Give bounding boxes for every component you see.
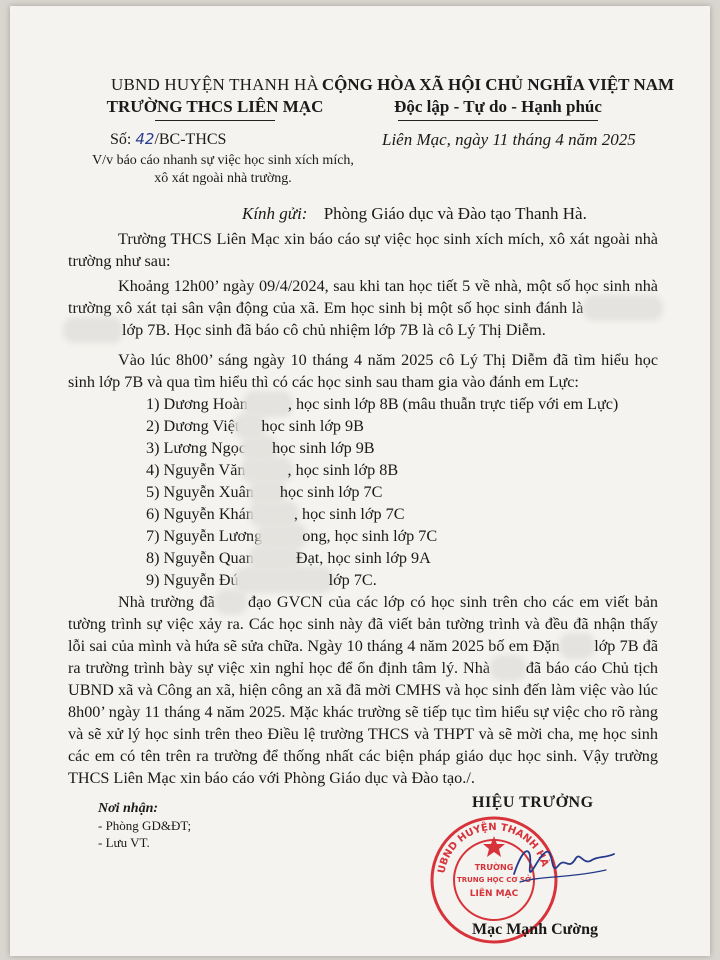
redacted-text <box>495 660 521 676</box>
incident-text-b: lớp 7B. Học sinh đã báo cô chủ nhiệm lớp 7B là cô Lý Thị Diễm. <box>122 321 546 339</box>
addressee-name: Phòng Giáo dục và Đào tạo Thanh Hà. <box>323 204 587 223</box>
stamp-center-bottom: LIÊN MẠC <box>469 889 519 899</box>
star-icon <box>483 836 505 857</box>
issuer-underline <box>155 120 275 121</box>
motto-underline <box>398 120 598 121</box>
redacted-name <box>254 506 294 522</box>
investigation-paragraph: Vào lúc 8h00’ sáng ngày 10 tháng 4 năm 2025 cô Lý Thị Diễm đã tìm hiểu học sinh lớp 7B và qua tìm hiểu thì có các học sinh sau tham gia vào đánh em Lực: <box>68 351 658 391</box>
incident-text-a: Khoảng 12h00’ ngày 09/4/2024, sau khi tan học tiết 5 về nhà, một số học sinh nhà trường xô xát tại sân vận động của xã. Em học sinh bị một số học sinh đánh là <box>68 277 658 317</box>
document-subject: V/v báo cáo nhanh sự việc học sinh xích mích, xô xát ngoài nhà trường. <box>92 153 354 186</box>
list-item: 1) Dương Hoàn , học sinh lớp 8B (mâu thuẫn trực tiếp với em Lực) <box>146 395 619 413</box>
document-number <box>110 130 226 149</box>
recipient-item: - Phòng GD&ĐT; <box>98 818 192 833</box>
addressee-line <box>242 204 587 224</box>
national-motto: Độc lập - Tự do - Hạnh phúc <box>394 97 602 116</box>
list-item: 3) Lương Ngọc học sinh lớp 9B <box>146 439 375 457</box>
redacted-name <box>262 528 302 544</box>
redacted-name <box>588 300 658 316</box>
national-header <box>318 74 678 121</box>
addressee-label: Kính gửi: <box>242 204 308 223</box>
redacted-name <box>68 322 118 338</box>
list-item: 4) Nguyễn Văn , học sinh lớp 8B <box>146 461 399 479</box>
list-item: 7) Nguyễn Lương ong, học sinh lớp 7C <box>146 527 438 545</box>
document-page <box>10 6 710 956</box>
actions-paragraph: Nhà trường đã đạo GVCN của các lớp có học sinh trên cho các em viết bản tường trình sự việc xảy ra. Các học sinh này đã viết bản tường trình và đều đã nhận thấy lỗi sai của mình và hứa sẽ sửa chữa. Ngày 10 tháng 4 năm 2025 bố em Đặn lớp 7B đã ra trường trình bày sự việc xin nghỉ học để ổn định tâm lý. Nhà đã báo cáo Chủ tịch UBND xã và Công an xã, hiện công an xã đã mời CMHS và học sinh đến làm việc vào lúc 8h00’ ngày 11 tháng 4 năm 2025. Mặc khác trường sẽ tiếp tục tìm hiểu sự việc cho rõ ràng và sẽ xử lý học sinh trên theo Điều lệ trường THCS và THPT và sẽ mời cha, mẹ học sinh các em có tên trên ra trường để thống nhất các biện pháp giáo dục học sinh. Vậy trường THCS Liên Mạc xin báo cáo với Phòng Giáo dục và Đào tạo./. <box>68 593 659 787</box>
country-name: CỘNG HÒA XÃ HỘI CHỦ NGHĨA VIỆT NAM <box>321 75 675 94</box>
doc-number-handwritten: 42 <box>135 130 155 148</box>
list-item: 5) Nguyễn Xuân học sinh lớp 7C <box>146 483 383 501</box>
signer-title: HIỆU TRƯỞNG <box>472 794 594 811</box>
redacted-name <box>248 396 288 412</box>
list-item: 2) Dương Việt học sinh lớp 9B <box>146 417 364 435</box>
redacted-name <box>246 462 288 478</box>
intro-paragraph: Trường THCS Liên Mạc xin báo cáo sự việc học sinh xích mích, xô xát ngoài nhà trường như sau: <box>68 230 658 270</box>
incident-paragraph <box>68 275 658 341</box>
doc-number-suffix: /BC-THCS <box>154 131 227 148</box>
list-item: 6) Nguyễn Khán , học sinh lớp 7C <box>146 505 405 523</box>
redacted-name <box>564 638 590 654</box>
redacted-name <box>239 418 261 434</box>
list-item: 8) Nguyễn Quan Đạt, học sinh lớp 9A <box>146 549 431 567</box>
redacted-text <box>220 594 242 610</box>
issuer-org: UBND HUYỆN THANH HÀ <box>111 75 319 94</box>
doc-number-prefix: Số: <box>110 131 132 148</box>
redacted-name <box>239 572 329 588</box>
issuer-school: TRƯỜNG THCS LIÊN MẠC <box>106 97 324 116</box>
recipients-label: Nơi nhận: <box>98 801 159 816</box>
stamp-ring-text: UBND HUYỆN THANH HÀ <box>436 821 551 875</box>
recipient-item: - Lưu VT. <box>98 835 150 850</box>
recipients-block <box>98 800 191 851</box>
redacted-name <box>246 440 272 456</box>
student-list <box>68 393 658 591</box>
list-item: 9) Nguyễn Đú lớp 7C. <box>146 571 377 589</box>
issuer-block <box>70 74 360 121</box>
signer-name: Mạc Mạnh Cường <box>472 921 599 938</box>
redacted-name <box>254 550 296 566</box>
stamp-center-top: TRƯỜNG <box>474 863 514 872</box>
report-body <box>68 228 658 789</box>
redacted-name <box>254 484 280 500</box>
place-and-date: Liên Mạc, ngày 11 tháng 4 năm 2025 <box>382 130 636 149</box>
handwritten-signature <box>510 836 620 896</box>
stamp-center-mid: TRUNG HỌC CƠ SỞ <box>456 876 532 884</box>
